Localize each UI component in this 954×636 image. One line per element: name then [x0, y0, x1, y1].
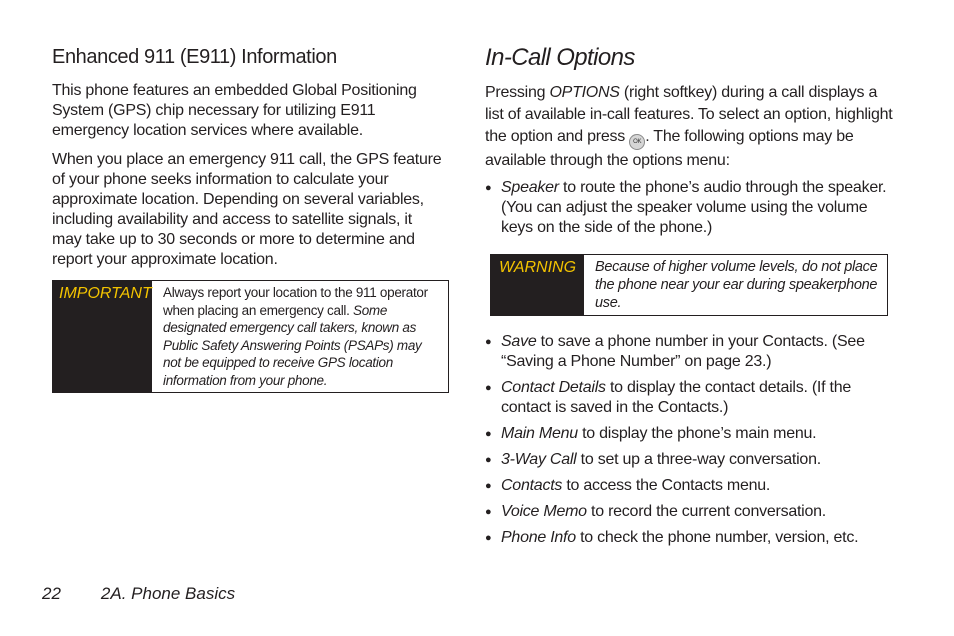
list-item [485, 332, 895, 372]
list-item [485, 528, 895, 548]
important-text-plain: Always report your location to the 911 operator when placing an emergency call. [163, 285, 428, 318]
list-item [485, 378, 895, 418]
option-label: Voice Memo [501, 503, 587, 520]
section-title: 2A. Phone Basics [100, 584, 236, 603]
list-item [485, 502, 895, 522]
left-column [52, 46, 444, 393]
warning-label: WARNING [491, 255, 584, 315]
option-label: Save [501, 333, 537, 350]
warning-text: Because of higher volume levels, do not place the phone near your ear during speakerphone use. [595, 259, 878, 311]
intro-text-1: Pressing [485, 84, 550, 101]
option-label: Speaker [501, 179, 559, 196]
list-item [485, 424, 895, 444]
e911-paragraph-2: When you place an emergency 911 call, the GPS feature of your phone seeks information to calculate your approximate location. Depending on several variables, including availability and access to satellite signals, it may take up to 30 seconds or more to determine and report your approximate location. [52, 151, 442, 268]
option-label: 3-Way Call [501, 451, 577, 468]
option-description: to record the current conversation. [586, 503, 826, 520]
options-list [485, 332, 895, 548]
important-callout [52, 280, 449, 393]
option-description: to check the phone number, version, etc. [575, 529, 859, 546]
important-text-italic: Some designated emergency call takers, known as Public Safety Answering Points (PSAPs) may not be equipped to receive GPS location information from your phone. [163, 302, 422, 388]
intro-text-2: (right softkey) during a call displays a list of available in-call features. To select an option, highlight the option and press [485, 84, 893, 145]
option-label: Contacts [501, 477, 563, 494]
page-footer [42, 584, 235, 604]
page-number: 22 [42, 584, 61, 603]
option-description: to access the Contacts menu. [562, 477, 771, 494]
e911-paragraph-1: This phone features an embedded Global Positioning System (GPS) chip necessary for utilizing E911 emergency location services where available. [52, 82, 417, 139]
speaker-list [485, 178, 895, 238]
option-description: to save a phone number in your Contacts. (See “Saving a Phone Number” on page 23.) [501, 333, 865, 370]
option-description: to display the phone’s main menu. [577, 425, 817, 442]
important-label: IMPORTANT [53, 281, 152, 392]
list-item [485, 450, 895, 470]
right-column [485, 44, 895, 548]
list-item [485, 178, 895, 238]
important-text [152, 281, 448, 392]
option-label: Main Menu [501, 425, 578, 442]
intro-text-3: . The following options may be available through the options menu: [485, 128, 854, 169]
options-softkey-label: OPTIONS [549, 84, 620, 101]
option-description: to route the phone’s audio through the speaker. (You can adjust the speaker volume using the volume keys on the side of the phone.) [501, 179, 887, 236]
warning-callout [490, 254, 888, 316]
list-item [485, 476, 895, 496]
in-call-intro [485, 82, 895, 172]
e911-heading: Enhanced 911 (E911) Information [52, 46, 337, 68]
ok-key-icon: OK [629, 134, 645, 150]
option-description: to display the contact details. (If the contact is saved in the Contacts.) [501, 379, 851, 416]
option-description: to set up a three-way conversation. [576, 451, 821, 468]
option-label: Contact Details [501, 379, 606, 396]
in-call-options-heading: In-Call Options [485, 44, 635, 71]
option-label: Phone Info [501, 529, 576, 546]
